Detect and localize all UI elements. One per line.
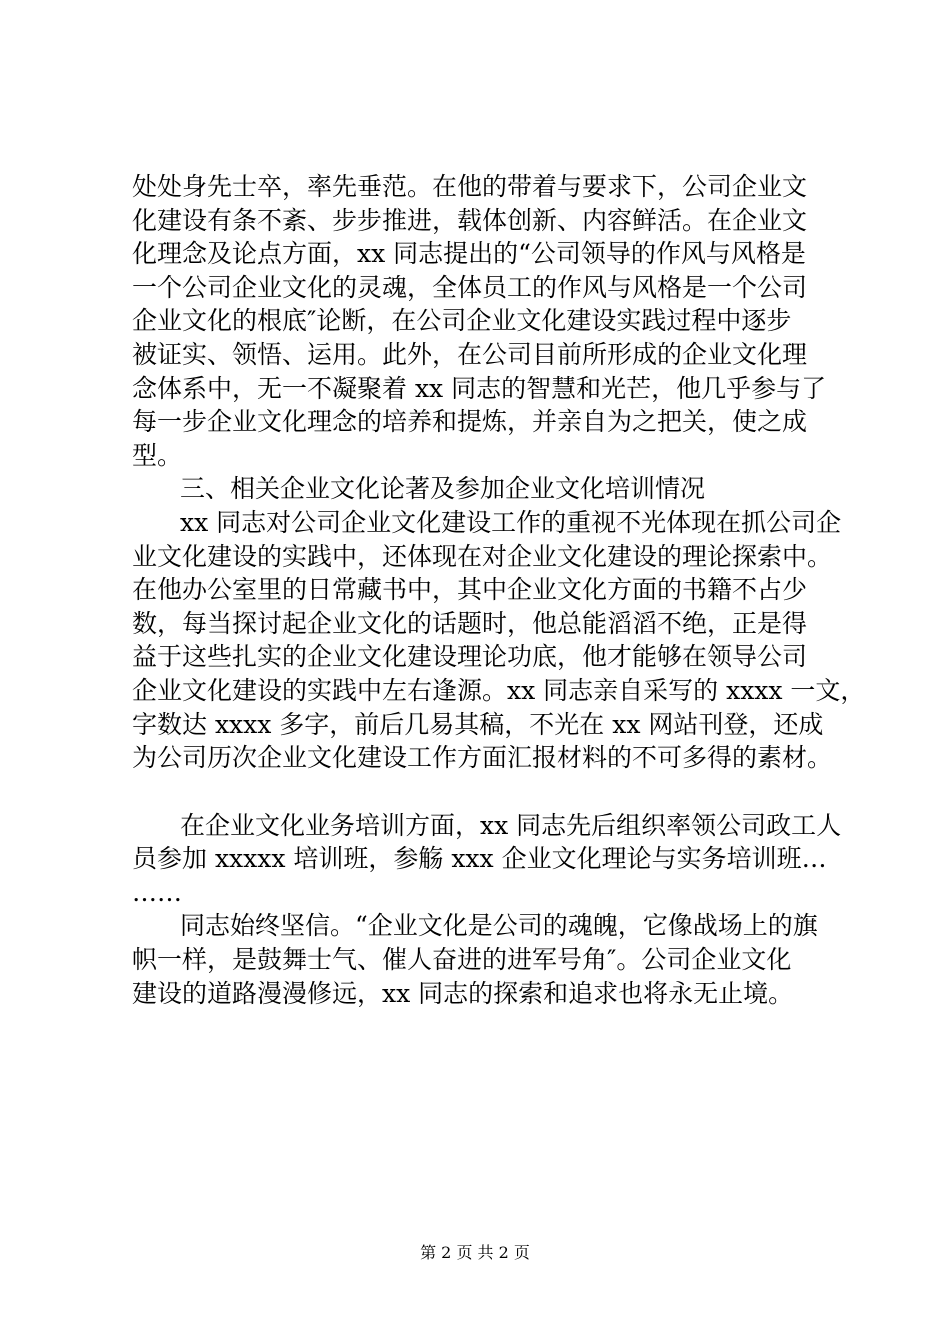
text-line: 字数达 xxxx 多字，前后几易其稿，不光在 xx 网站刊登，还成	[132, 709, 824, 739]
text-line: 企业文化的根底″论断，在公司企业文化建设实践过程中逐步	[132, 306, 792, 336]
text-line: 益于这些扎实的企业文化建设理论功底，他才能够在领导公司	[132, 642, 808, 672]
paragraph-2	[132, 506, 866, 775]
paragraph-1	[132, 170, 832, 472]
text-line: 数，每当探讨起企业文化的话题时，他总能滔滔不绝，正是得	[132, 608, 808, 638]
text-line: 为公司历次企业文化建设工作方面汇报材料的不可多得的素材。	[132, 743, 833, 773]
document-body	[132, 170, 866, 1010]
paragraph-spacer	[132, 775, 832, 809]
text-line: 化理念及论点方面，xx 同志提出的“公司领导的作风与风格是	[132, 239, 806, 269]
text-line: 处处身先士卒，率先垂范。在他的带着与要求下，公司企业文	[132, 172, 808, 201]
text-line: 型。	[132, 440, 183, 470]
paragraph-3	[132, 809, 842, 910]
text-line: 业文化建设的实践中，还体现在对企业文化建设的理论探索中。	[132, 541, 833, 571]
text-line: 员参加 xxxxx 培训班，参觞 xxx 企业文化理论与实务培训班…	[132, 844, 827, 874]
section-heading: 三、相关企业文化论著及参加企业文化培训情况	[180, 474, 706, 504]
text-line: 化建设有条不紊、步步推进，载体创新、内容鲜活。在企业文	[132, 205, 808, 235]
text-line: 念体系中，无一不凝聚着 xx 同志的智慧和光芒，他几乎参与了	[132, 373, 827, 403]
text-line: 在企业文化业务培训方面，xx 同志先后组织率领公司政工人	[180, 810, 842, 840]
text-line: 帜一样，是鼓舞士气、催人奋进的进军号角″。公司企业文化	[132, 945, 792, 975]
text-line: 一个公司企业文化的灵魂，全体员工的作风与风格是一个公司	[132, 272, 808, 302]
text-line: 被证实、领悟、运用。此外，在公司目前所形成的企业文化理	[132, 339, 808, 369]
text-line: 每一步企业文化理念的培养和提炼，并亲自为之把关，使之成	[132, 407, 808, 437]
text-line: 在他办公室里的日常藏书中，其中企业文化方面的书籍不占少	[132, 575, 808, 605]
text-line: xx 同志对公司企业文化建设工作的重视不光体现在抓公司企	[180, 507, 842, 537]
paragraph-4	[132, 909, 832, 1010]
text-line: 同志始终坚信。“企业文化是公司的魂魄，它像战场上的旗	[180, 911, 818, 941]
page-footer: 第 2 页 共 2 页	[420, 1243, 530, 1262]
text-line: ……	[132, 877, 182, 907]
text-line: 建设的道路漫漫修远，xx 同志的探索和追求也将永无止境。	[132, 978, 794, 1008]
text-line: 企业文化建设的实践中左右逢源。xx 同志亲自采写的 xxxx 一文，	[132, 675, 866, 705]
